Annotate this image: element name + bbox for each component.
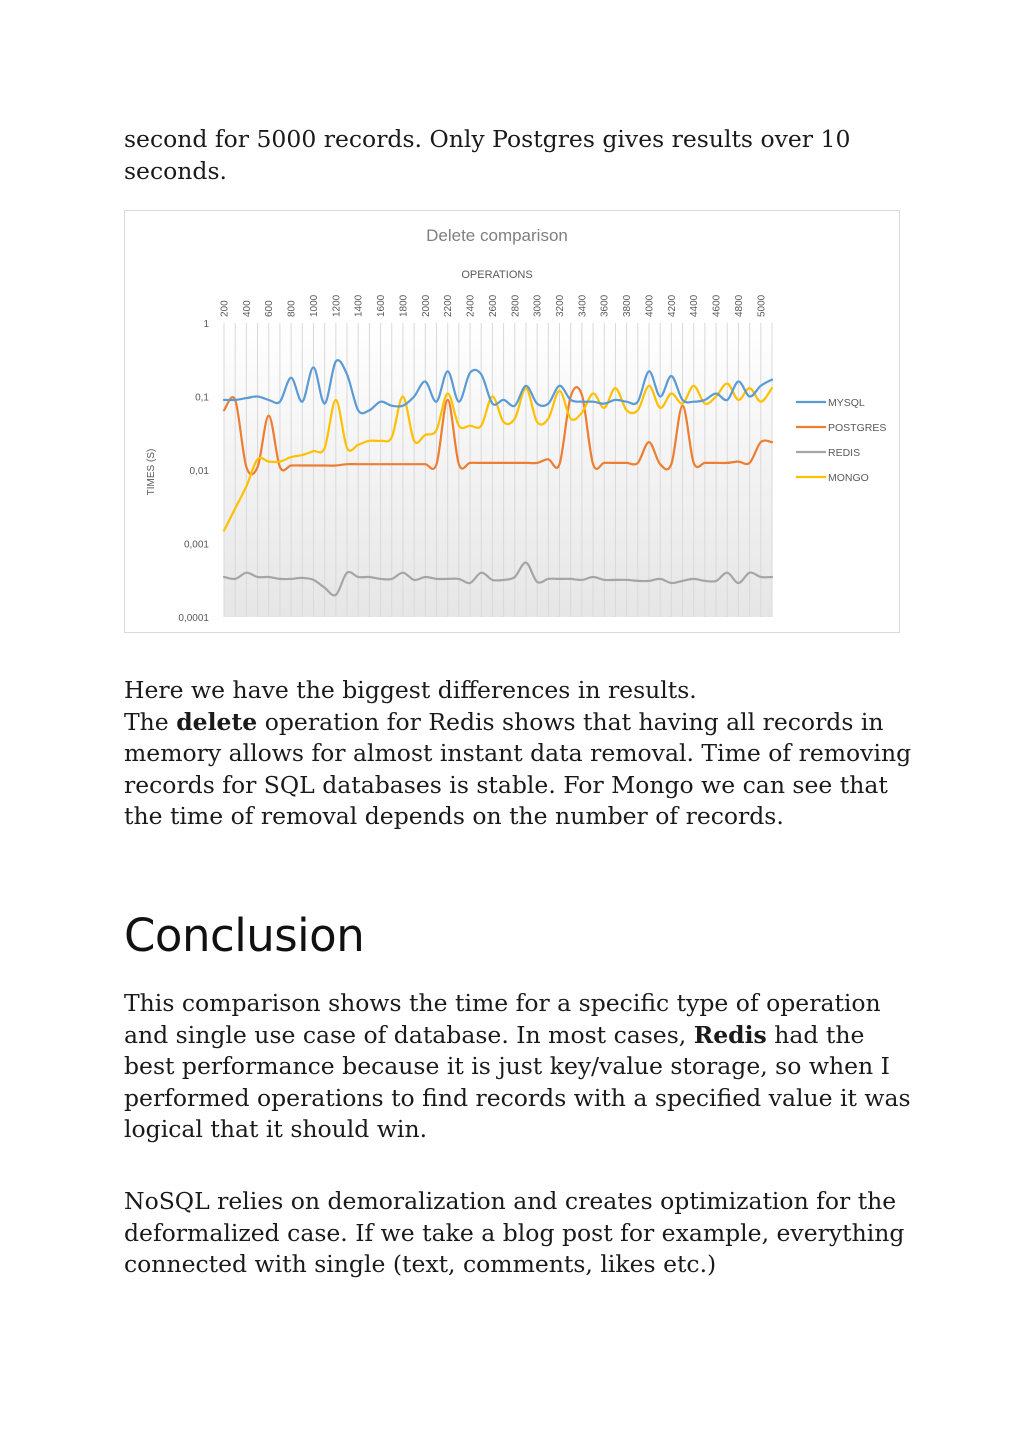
conclusion-paragraph-1	[124, 988, 914, 1146]
x-tick-label: 2600	[487, 294, 499, 317]
delete-paragraph	[124, 675, 914, 833]
x-tick-label: 800	[286, 300, 298, 317]
y-tick-label: 0,0001	[178, 613, 209, 624]
x-tick-label: 1600	[376, 294, 388, 317]
conclusion-p1-suffix: had the best performance because it is just key/value storage, so when I performed operations to find records with a specified value it was logical that it should win.	[124, 1020, 911, 1143]
intro-text: second for 5000 records. Only Postgres gives results over 10 seconds.	[124, 125, 851, 185]
x-tick-label: 3400	[577, 294, 589, 317]
delete-paragraph-line1: Here we have the biggest differences in results.	[124, 676, 697, 704]
conclusion-heading: Conclusion	[124, 909, 365, 962]
chart-title: Delete comparison	[426, 226, 568, 245]
x-tick-label: 3000	[532, 294, 544, 317]
plot-area	[224, 323, 772, 617]
x-tick-label: 2800	[510, 294, 522, 317]
delete-paragraph-body	[124, 707, 914, 833]
x-tick-label: 2400	[465, 294, 477, 317]
x-tick-label: 4800	[733, 294, 745, 317]
delete-bold-word: delete	[176, 707, 258, 736]
delete-prefix: The	[124, 707, 177, 736]
x-tick-label: 600	[264, 300, 276, 317]
x-tick-label: 400	[241, 300, 253, 317]
legend-label-mysql: MYSQL	[828, 397, 865, 409]
conclusion-p2-text: NoSQL relies on demoralization and creates optimization for the deformalized case. If we take a blog post for example, everything connected with single (text, comments, likes etc.)	[124, 1187, 905, 1278]
delete-suffix: operation for Redis shows that having all records in memory allows for almost instant data removal. Time of removing records for SQL databases is stable. For Mongo we can see that the time of removal depends on the number of records.	[124, 707, 912, 830]
x-tick-label: 1800	[398, 294, 410, 317]
y-tick-label: 0,01	[189, 466, 209, 477]
x-tick-label: 3200	[555, 294, 567, 317]
x-axis-label: OPERATIONS	[461, 269, 533, 281]
x-tick-label: 4400	[689, 294, 701, 317]
x-tick-label: 2000	[420, 294, 432, 317]
conclusion-paragraph-2	[124, 1186, 914, 1281]
y-tick-label: 1	[203, 319, 209, 330]
conclusion-p1-prefix: This comparison shows the time for a specific type of operation and single use case of database. In most cases,	[124, 989, 881, 1049]
legend-label-mongo: MONGO	[828, 472, 869, 484]
x-tick-label: 2200	[443, 294, 455, 317]
x-tick-label: 1200	[331, 294, 343, 317]
x-tick-label: 200	[219, 300, 231, 317]
chart-svg	[124, 210, 900, 633]
y-tick-label: 0,1	[195, 392, 209, 404]
x-tick-label: 1000	[308, 294, 320, 317]
x-tick-label: 5000	[756, 294, 768, 317]
y-axis-label: TIMES (S)	[146, 448, 157, 496]
intro-paragraph	[124, 124, 914, 187]
x-tick-label: 4000	[644, 294, 656, 317]
x-tick-label: 1400	[353, 294, 365, 317]
x-tick-label: 4200	[666, 294, 678, 317]
delete-comparison-chart	[124, 210, 900, 633]
y-tick-label: 0,001	[183, 539, 209, 551]
legend-label-redis: REDIS	[828, 447, 861, 459]
x-tick-label: 4600	[711, 294, 723, 317]
conclusion-p1-bold: Redis	[693, 1020, 767, 1049]
x-tick-label: 3800	[622, 294, 634, 317]
legend-label-postgres: POSTGRES	[828, 422, 887, 434]
x-tick-label: 3600	[599, 294, 611, 317]
